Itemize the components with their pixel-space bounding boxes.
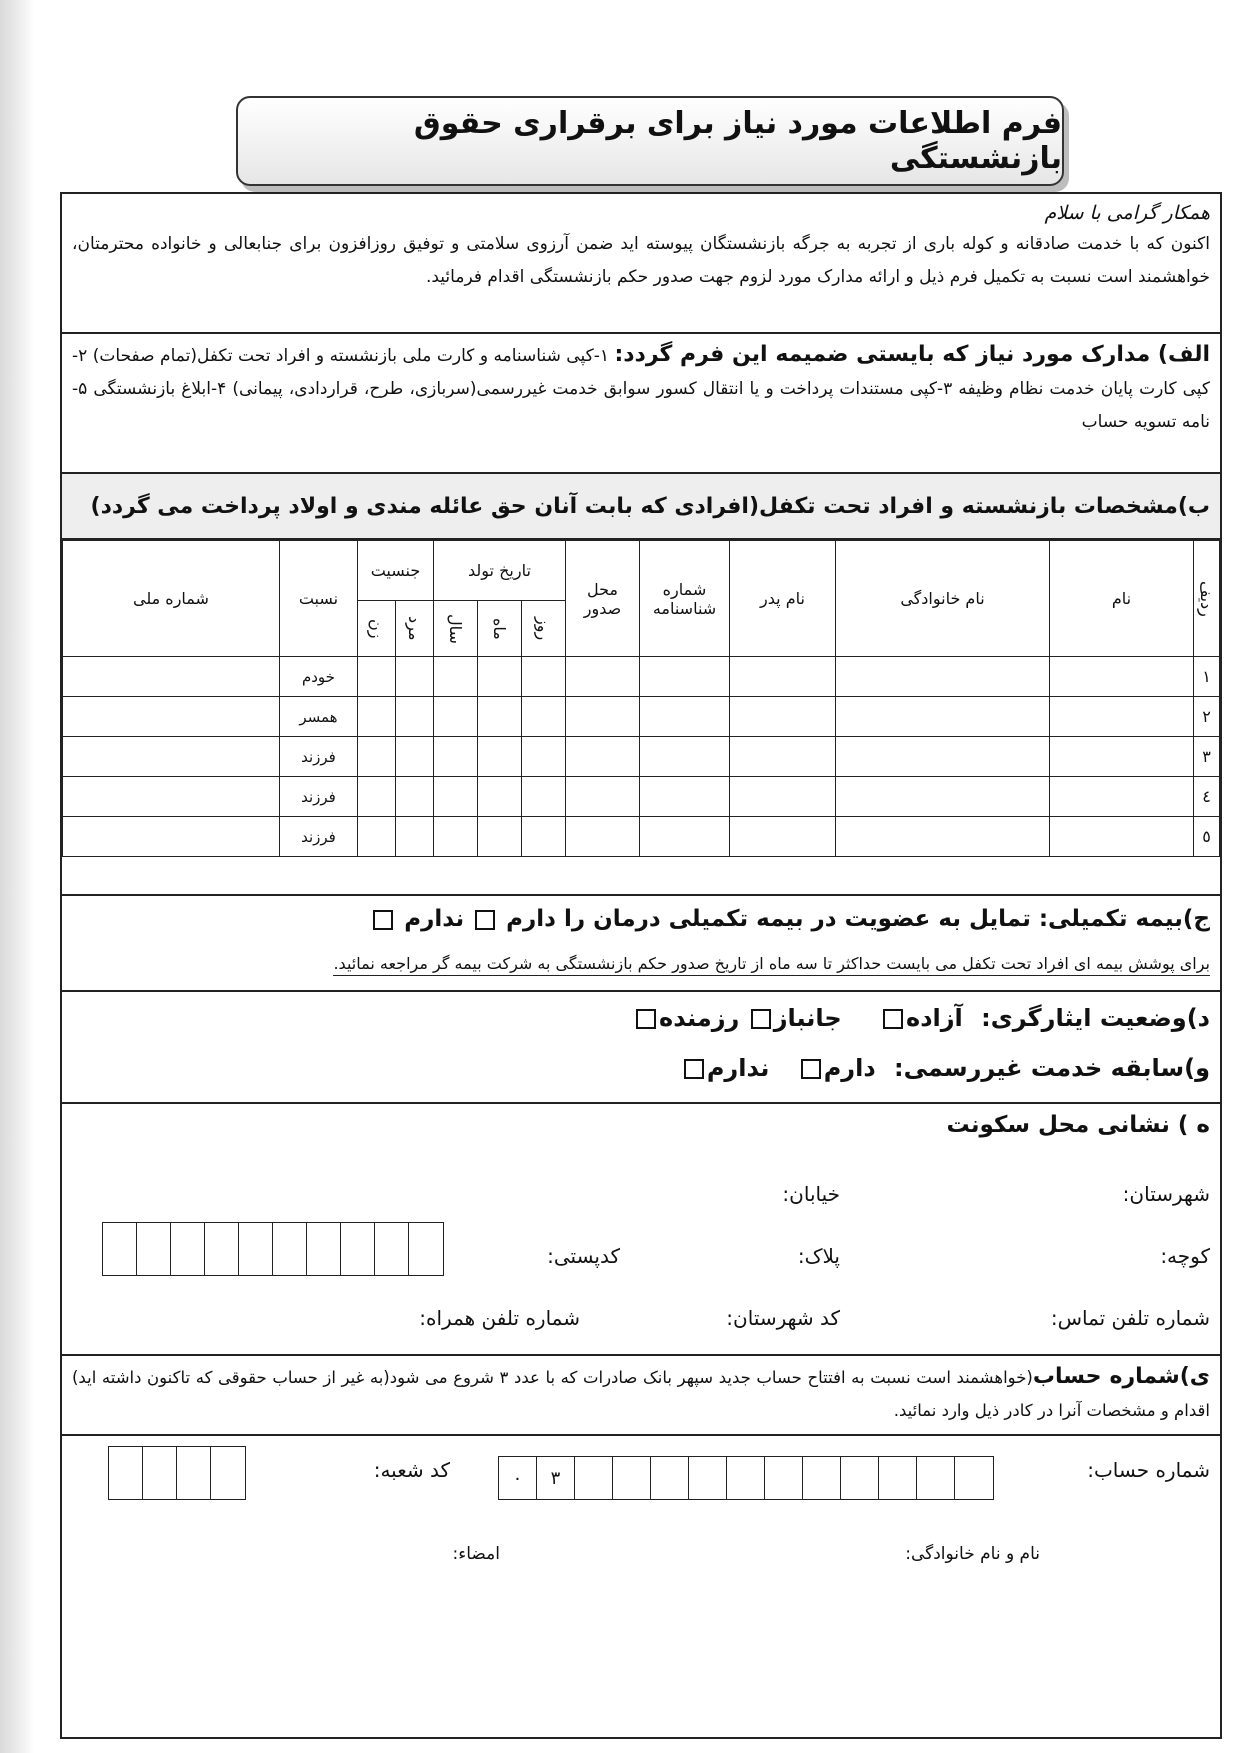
account-digit-box[interactable] (651, 1457, 689, 1499)
header-last-name: نام خانوادگی (836, 541, 1050, 657)
insurance-yes-checkbox[interactable] (475, 910, 495, 930)
account-digit-box[interactable] (613, 1457, 651, 1499)
section-v-heading: و)سابقه خدمت غیررسمی: (894, 1054, 1210, 1082)
table-cell[interactable] (640, 737, 730, 777)
table-cell[interactable] (478, 697, 522, 737)
table-cell[interactable] (63, 817, 280, 857)
table-cell[interactable] (640, 697, 730, 737)
table-cell[interactable] (522, 817, 566, 857)
option-have: دارم (823, 1054, 876, 1082)
section-y (62, 1356, 1220, 1436)
table-row (63, 817, 1220, 857)
table-cell[interactable] (357, 817, 395, 857)
table-cell[interactable] (566, 777, 640, 817)
section-h (62, 1104, 1220, 1356)
table-cell[interactable] (730, 737, 836, 777)
account-digit-box[interactable]: ۳ (537, 1457, 575, 1499)
section-b-header (62, 474, 1220, 540)
family-table (62, 540, 1220, 857)
table-cell[interactable] (63, 697, 280, 737)
table-cell[interactable] (433, 777, 477, 817)
table-cell[interactable] (836, 737, 1050, 777)
azadeh-checkbox[interactable] (883, 1009, 903, 1029)
table-cell[interactable] (640, 657, 730, 697)
account-digit-box[interactable] (841, 1457, 879, 1499)
row-number: ۳ (1194, 737, 1220, 777)
option-janbaz: جانباز (773, 1004, 842, 1032)
table-cell[interactable] (836, 777, 1050, 817)
table-cell[interactable] (566, 697, 640, 737)
table-cell[interactable] (357, 777, 395, 817)
branch-code-boxes[interactable] (108, 1446, 246, 1500)
table-cell[interactable] (730, 697, 836, 737)
relation-cell: همسر (279, 697, 357, 737)
section-a-text: ۱-کپی شناسنامه و کارت ملی بازنشسته و افراد تحت تکفل(تمام صفحات) ۲-کپی کارت پایان خدمت نظام وظیفه ۳-کپی مستندات پرداخت و یا انتقال کسور سوابق خدمت غیررسمی(سربازی، طرح، قراردادی، پیمانی) ۴-ابلاغ بازنشستگی ۵-نامه تسویه حساب (72, 346, 1210, 432)
city-label: شهرستان: (1122, 1182, 1210, 1206)
table-cell[interactable] (433, 657, 477, 697)
section-d-v (62, 992, 1220, 1104)
section-c-heading: ج)بیمه تکمیلی: تمایل به عضویت در بیمه تکمیلی درمان را دارم (506, 906, 1210, 932)
mobile-label: شماره تلفن همراه: (419, 1306, 580, 1330)
table-cell[interactable] (836, 817, 1050, 857)
table-cell[interactable] (478, 777, 522, 817)
section-y-text: (خواهشمند است نسبت به افتتاح حساب جدید سپهر بانک صادرات که با عدد ۳ شروع می شود(به غیر از حساب حقوقی که تاکنون داشته اید) اقدام و مشخصات آنرا در کادر ذیل وارد نمائید. (72, 1368, 1210, 1420)
table-cell[interactable] (395, 817, 433, 857)
header-relation: نسبت (279, 541, 357, 657)
account-digit-box[interactable]: ۰ (499, 1457, 537, 1499)
account-digit-box[interactable] (803, 1457, 841, 1499)
section-b-heading: ب)مشخصات بازنشسته و افراد تحت تکفل(افرادی که بابت آنان حق عائله مندی و اولاد پرداخت می گردد) (90, 493, 1210, 519)
option-azadeh: آزاده (906, 1004, 963, 1032)
relation-cell: خودم (279, 657, 357, 697)
signature-label: امضاء: (452, 1544, 500, 1564)
section-y-heading: ی)شماره حساب (1032, 1364, 1210, 1389)
account-digit-box[interactable] (879, 1457, 917, 1499)
relation-cell: فرزند (279, 737, 357, 777)
row-number: ۱ (1194, 657, 1220, 697)
account-number-label: شماره حساب: (1087, 1458, 1210, 1482)
table-cell[interactable] (1050, 737, 1194, 777)
service-not-have-checkbox[interactable] (684, 1059, 704, 1079)
account-digit-box[interactable] (727, 1457, 765, 1499)
relation-cell: فرزند (279, 817, 357, 857)
table-cell[interactable] (395, 697, 433, 737)
table-cell[interactable] (522, 737, 566, 777)
section-c (62, 896, 1220, 992)
table-cell[interactable] (836, 697, 1050, 737)
table-cell[interactable] (1050, 817, 1194, 857)
intro-section (62, 194, 1220, 334)
account-area (62, 1436, 1220, 1736)
intro-text: اکنون که با خدمت صادقانه و کوله باری از تجربه به جرگه بازنشستگان پیوسته اید ضمن آرزوی سلامتی و توفیق روزافزون برای جنابعالی و خانواده محترمتان، خواهشمند است نسبت به تکمیل فرم ذیل و ارائه مدارک مورد لزوم جهت صدور حکم بازنشستگی اقدام فرمائید. (72, 234, 1210, 287)
relation-cell: فرزند (279, 777, 357, 817)
alley-label: کوچه: (1160, 1244, 1210, 1268)
header-first-name: نام (1050, 541, 1194, 657)
form-frame (60, 192, 1222, 1739)
table-cell[interactable] (478, 657, 522, 697)
plaque-label: پلاک: (797, 1244, 840, 1268)
table-row (63, 737, 1220, 777)
table-cell[interactable] (478, 817, 522, 857)
header-national-id: شماره ملی (63, 541, 280, 657)
account-digit-box[interactable] (955, 1457, 993, 1499)
option-not-have: ندارم (706, 1054, 770, 1082)
section-b-table-area (62, 540, 1220, 896)
header-row-num: ردیف (1194, 541, 1220, 657)
table-cell[interactable] (522, 657, 566, 697)
table-cell[interactable] (433, 817, 477, 857)
header-year: سال (433, 601, 477, 657)
table-cell[interactable] (730, 817, 836, 857)
table-cell[interactable] (566, 737, 640, 777)
section-a-heading: الف) مدارک مورد نیاز که بایستی ضمیمه این فرم گردد: (614, 342, 1210, 367)
row-number: ٤ (1194, 777, 1220, 817)
account-digit-box[interactable] (575, 1457, 613, 1499)
postal-code-boxes[interactable] (102, 1222, 444, 1276)
insurance-no-checkbox[interactable] (373, 910, 393, 930)
table-cell[interactable] (478, 737, 522, 777)
table-cell[interactable] (566, 657, 640, 697)
form-title: فرم اطلاعات مورد نیاز برای برقراری حقوق بازنشستگی (236, 96, 1064, 186)
header-month: ماه (478, 601, 522, 657)
table-cell[interactable] (522, 777, 566, 817)
header-id-number: شماره شناسنامه (640, 541, 730, 657)
razmandeh-checkbox[interactable] (636, 1009, 656, 1029)
section-d-heading: د)وضعیت ایثارگری: (981, 1004, 1210, 1032)
table-cell[interactable] (395, 737, 433, 777)
table-cell[interactable] (395, 657, 433, 697)
header-day: روز (522, 601, 566, 657)
row-number: ۲ (1194, 697, 1220, 737)
account-digit-box[interactable] (689, 1457, 727, 1499)
phone-label: شماره تلفن تماس: (1050, 1306, 1210, 1330)
table-cell[interactable] (395, 777, 433, 817)
account-digit-box[interactable] (765, 1457, 803, 1499)
table-cell[interactable] (640, 817, 730, 857)
table-cell[interactable] (1050, 657, 1194, 697)
row-number: ٥ (1194, 817, 1220, 857)
table-cell[interactable] (63, 657, 280, 697)
street-label: خیابان: (782, 1182, 840, 1206)
scan-edge-shadow (0, 0, 34, 1753)
table-row (63, 777, 1220, 817)
table-cell[interactable] (357, 737, 395, 777)
table-cell[interactable] (63, 737, 280, 777)
option-razmandeh: رزمنده (659, 1004, 740, 1032)
table-cell[interactable] (522, 697, 566, 737)
branch-code-label: کد شعبه: (373, 1458, 450, 1482)
table-row (63, 657, 1220, 697)
table-cell[interactable] (566, 817, 640, 857)
header-place-of-issue: محل صدور (566, 541, 640, 657)
table-cell[interactable] (730, 777, 836, 817)
table-cell[interactable] (433, 737, 477, 777)
header-female: زن (357, 601, 395, 657)
service-have-checkbox[interactable] (801, 1059, 821, 1079)
table-cell[interactable] (1050, 697, 1194, 737)
header-gender: جنسیت (357, 541, 433, 601)
janbaz-checkbox[interactable] (751, 1009, 771, 1029)
account-number-boxes[interactable] (498, 1456, 994, 1500)
table-cell[interactable] (1050, 777, 1194, 817)
section-c-note: برای پوشش بیمه ای افراد تحت تکفل می بایست حداکثر تا سه ماه از تاریخ صدور حکم بازنشستگی به شرکت بیمه گر مراجعه نمائید. (333, 954, 1210, 976)
table-cell[interactable] (433, 697, 477, 737)
table-cell[interactable] (357, 657, 395, 697)
city-code-label: کد شهرستان: (726, 1306, 840, 1330)
header-father-name: نام پدر (730, 541, 836, 657)
table-cell[interactable] (836, 657, 1050, 697)
name-label: نام و نام خانوادگی: (905, 1544, 1040, 1564)
section-a (62, 334, 1220, 474)
greeting: همکار گرامی با سلام (1044, 202, 1210, 224)
header-male: مرد (395, 601, 433, 657)
section-c-no-label: ندارم (404, 906, 465, 932)
table-cell[interactable] (640, 777, 730, 817)
header-birth-date: تاریخ تولد (433, 541, 565, 601)
section-h-heading: ه ) نشانی محل سکونت (946, 1112, 1210, 1138)
table-cell[interactable] (63, 777, 280, 817)
table-cell[interactable] (357, 697, 395, 737)
table-cell[interactable] (730, 657, 836, 697)
account-digit-box[interactable] (917, 1457, 955, 1499)
table-row (63, 697, 1220, 737)
postal-code-label: کدپستی: (547, 1244, 620, 1268)
